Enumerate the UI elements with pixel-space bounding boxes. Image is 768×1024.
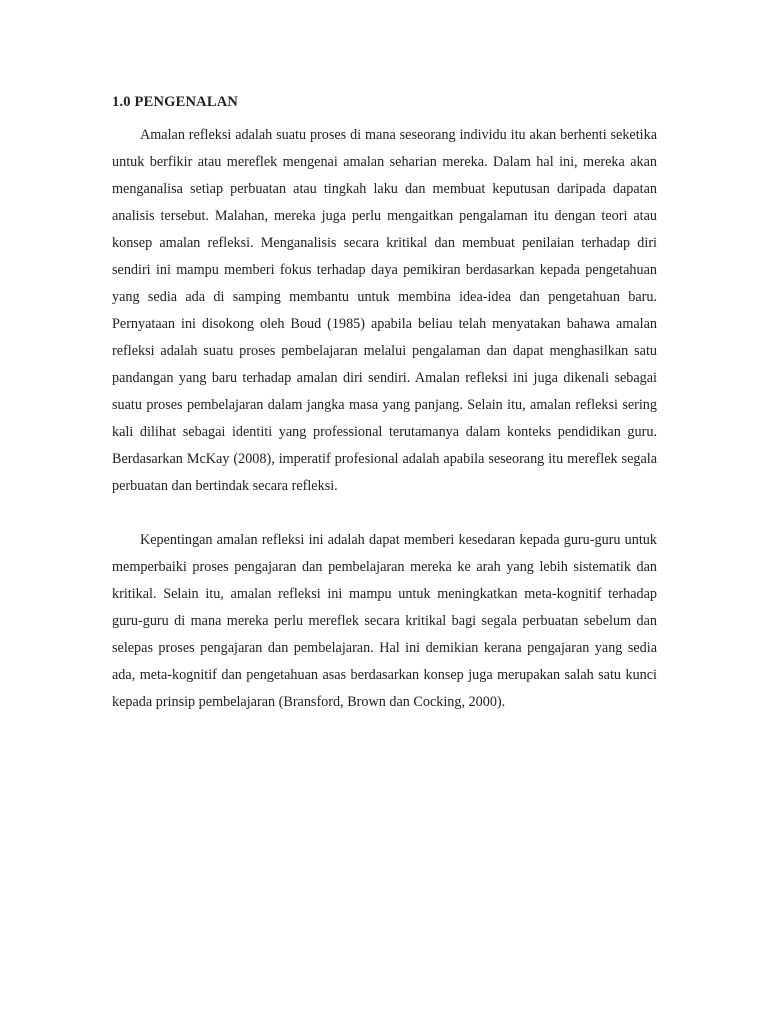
section-heading: 1.0 PENGENALAN xyxy=(112,94,239,110)
paragraph-introduction: Amalan refleksi adalah suatu proses di mana seseorang individu itu akan berhenti seketika untuk berfikir atau mereflek mengenai amalan seharian mereka. Dalam hal ini, mereka akan menganalisa setiap perbuatan atau tingkah laku dan membuat keputusan daripada dapatan analisis tersebut. Malahan, mereka juga perlu mengaitkan pengalaman itu dengan teori atau konsep amalan refleksi. Menganalisis secara kritikal dan membuat penilaian terhadap diri sendiri ini mampu memberi fokus terhadap daya pemikiran berdasarkan kepada pengetahuan yang sedia ada di samping membantu untuk membina idea-idea dan pengetahuan baru. Pernyataan ini disokong oleh Boud (1985) apabila beliau telah menyatakan bahawa amalan refleksi adalah suatu proses pembelajaran melalui pengalaman dan dapat menghasilkan satu pandangan yang baru terhadap amalan diri sendiri. Amalan refleksi ini juga dikenali sebagai suatu proses pembelajaran dalam jangka masa yang panjang. Selain itu, amalan refleksi sering kali dilihat sebagai identiti yang professional terutamanya dalam konteks pendidikan guru. Berdasarkan McKay (2008), imperatif profesional adalah apabila seseorang itu mereflek segala perbuatan dan bertindak secara refleksi. xyxy=(112,127,657,494)
paragraph-importance: Kepentingan amalan refleksi ini adalah dapat memberi kesedaran kepada guru-guru untuk memperbaiki proses pengajaran dan pembelajaran mereka ke arah yang lebih sistematik dan kritikal. Selain itu, amalan refleksi ini mampu untuk meningkatkan meta-kognitif terhadap guru-guru di mana mereka perlu mereflek secara kritikal bagi segala perbuatan sebelum dan selepas proses pengajaran dan pembelajaran. Hal ini demikian kerana pengajaran yang sedia ada, meta-kognitif dan pengetahuan asas berdasarkan konsep juga merupakan salah satu kunci kepada prinsip pembelajaran (Bransford, Brown dan Cocking, 2000). xyxy=(112,532,657,710)
document-body xyxy=(112,92,657,716)
